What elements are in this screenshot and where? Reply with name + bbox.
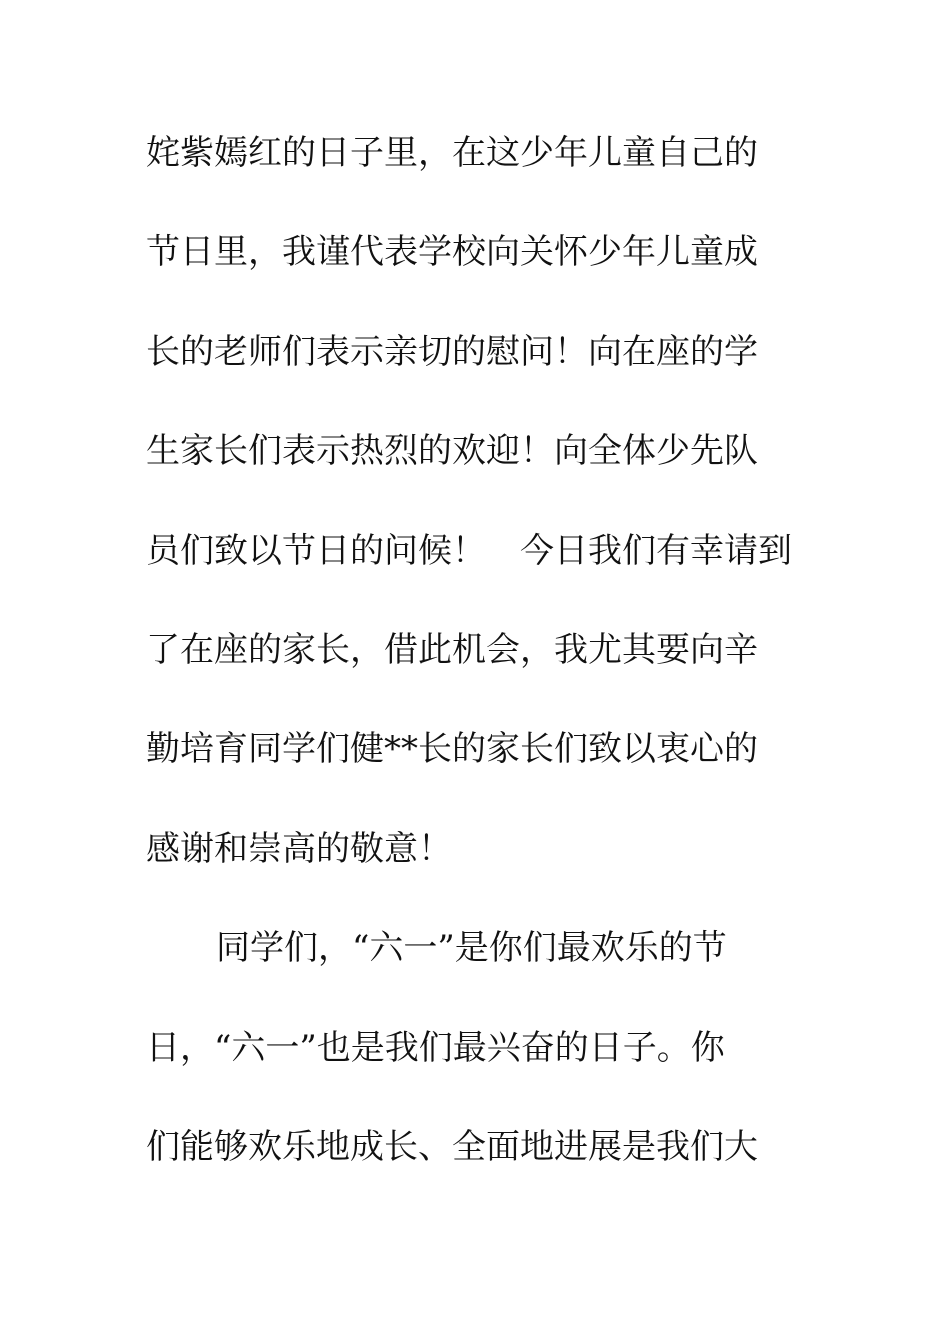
text-line: 生家长们表示热烈的欢迎！向全体少先队 bbox=[146, 431, 758, 472]
paragraph-start-line: 同学们，“六一”是你们最欢乐的节 bbox=[216, 928, 727, 969]
text-line: 节日里，我谨代表学校向关怀少年儿童成 bbox=[146, 232, 758, 273]
text-line: 勤培育同学们健**长的家长们致以衷心的 bbox=[146, 729, 758, 770]
text-line: 长的老师们表示亲切的慰问！向在座的学 bbox=[146, 331, 758, 372]
text-line: 了在座的家长，借此机会，我尤其要向辛 bbox=[146, 629, 758, 670]
text-line: 感谢和崇高的敬意！ bbox=[146, 828, 452, 869]
text-line: 员们致以节日的问候！ 今日我们有幸请到 bbox=[146, 530, 792, 571]
text-line: 日，“六一”也是我们最兴奋的日子。你 bbox=[146, 1027, 725, 1068]
text-line: 们能够欢乐地成长、全面地进展是我们大 bbox=[146, 1126, 758, 1167]
document-body bbox=[146, 127, 826, 1220]
text-line: 姹紫嫣红的日子里，在这少年儿童自己的 bbox=[146, 133, 758, 173]
